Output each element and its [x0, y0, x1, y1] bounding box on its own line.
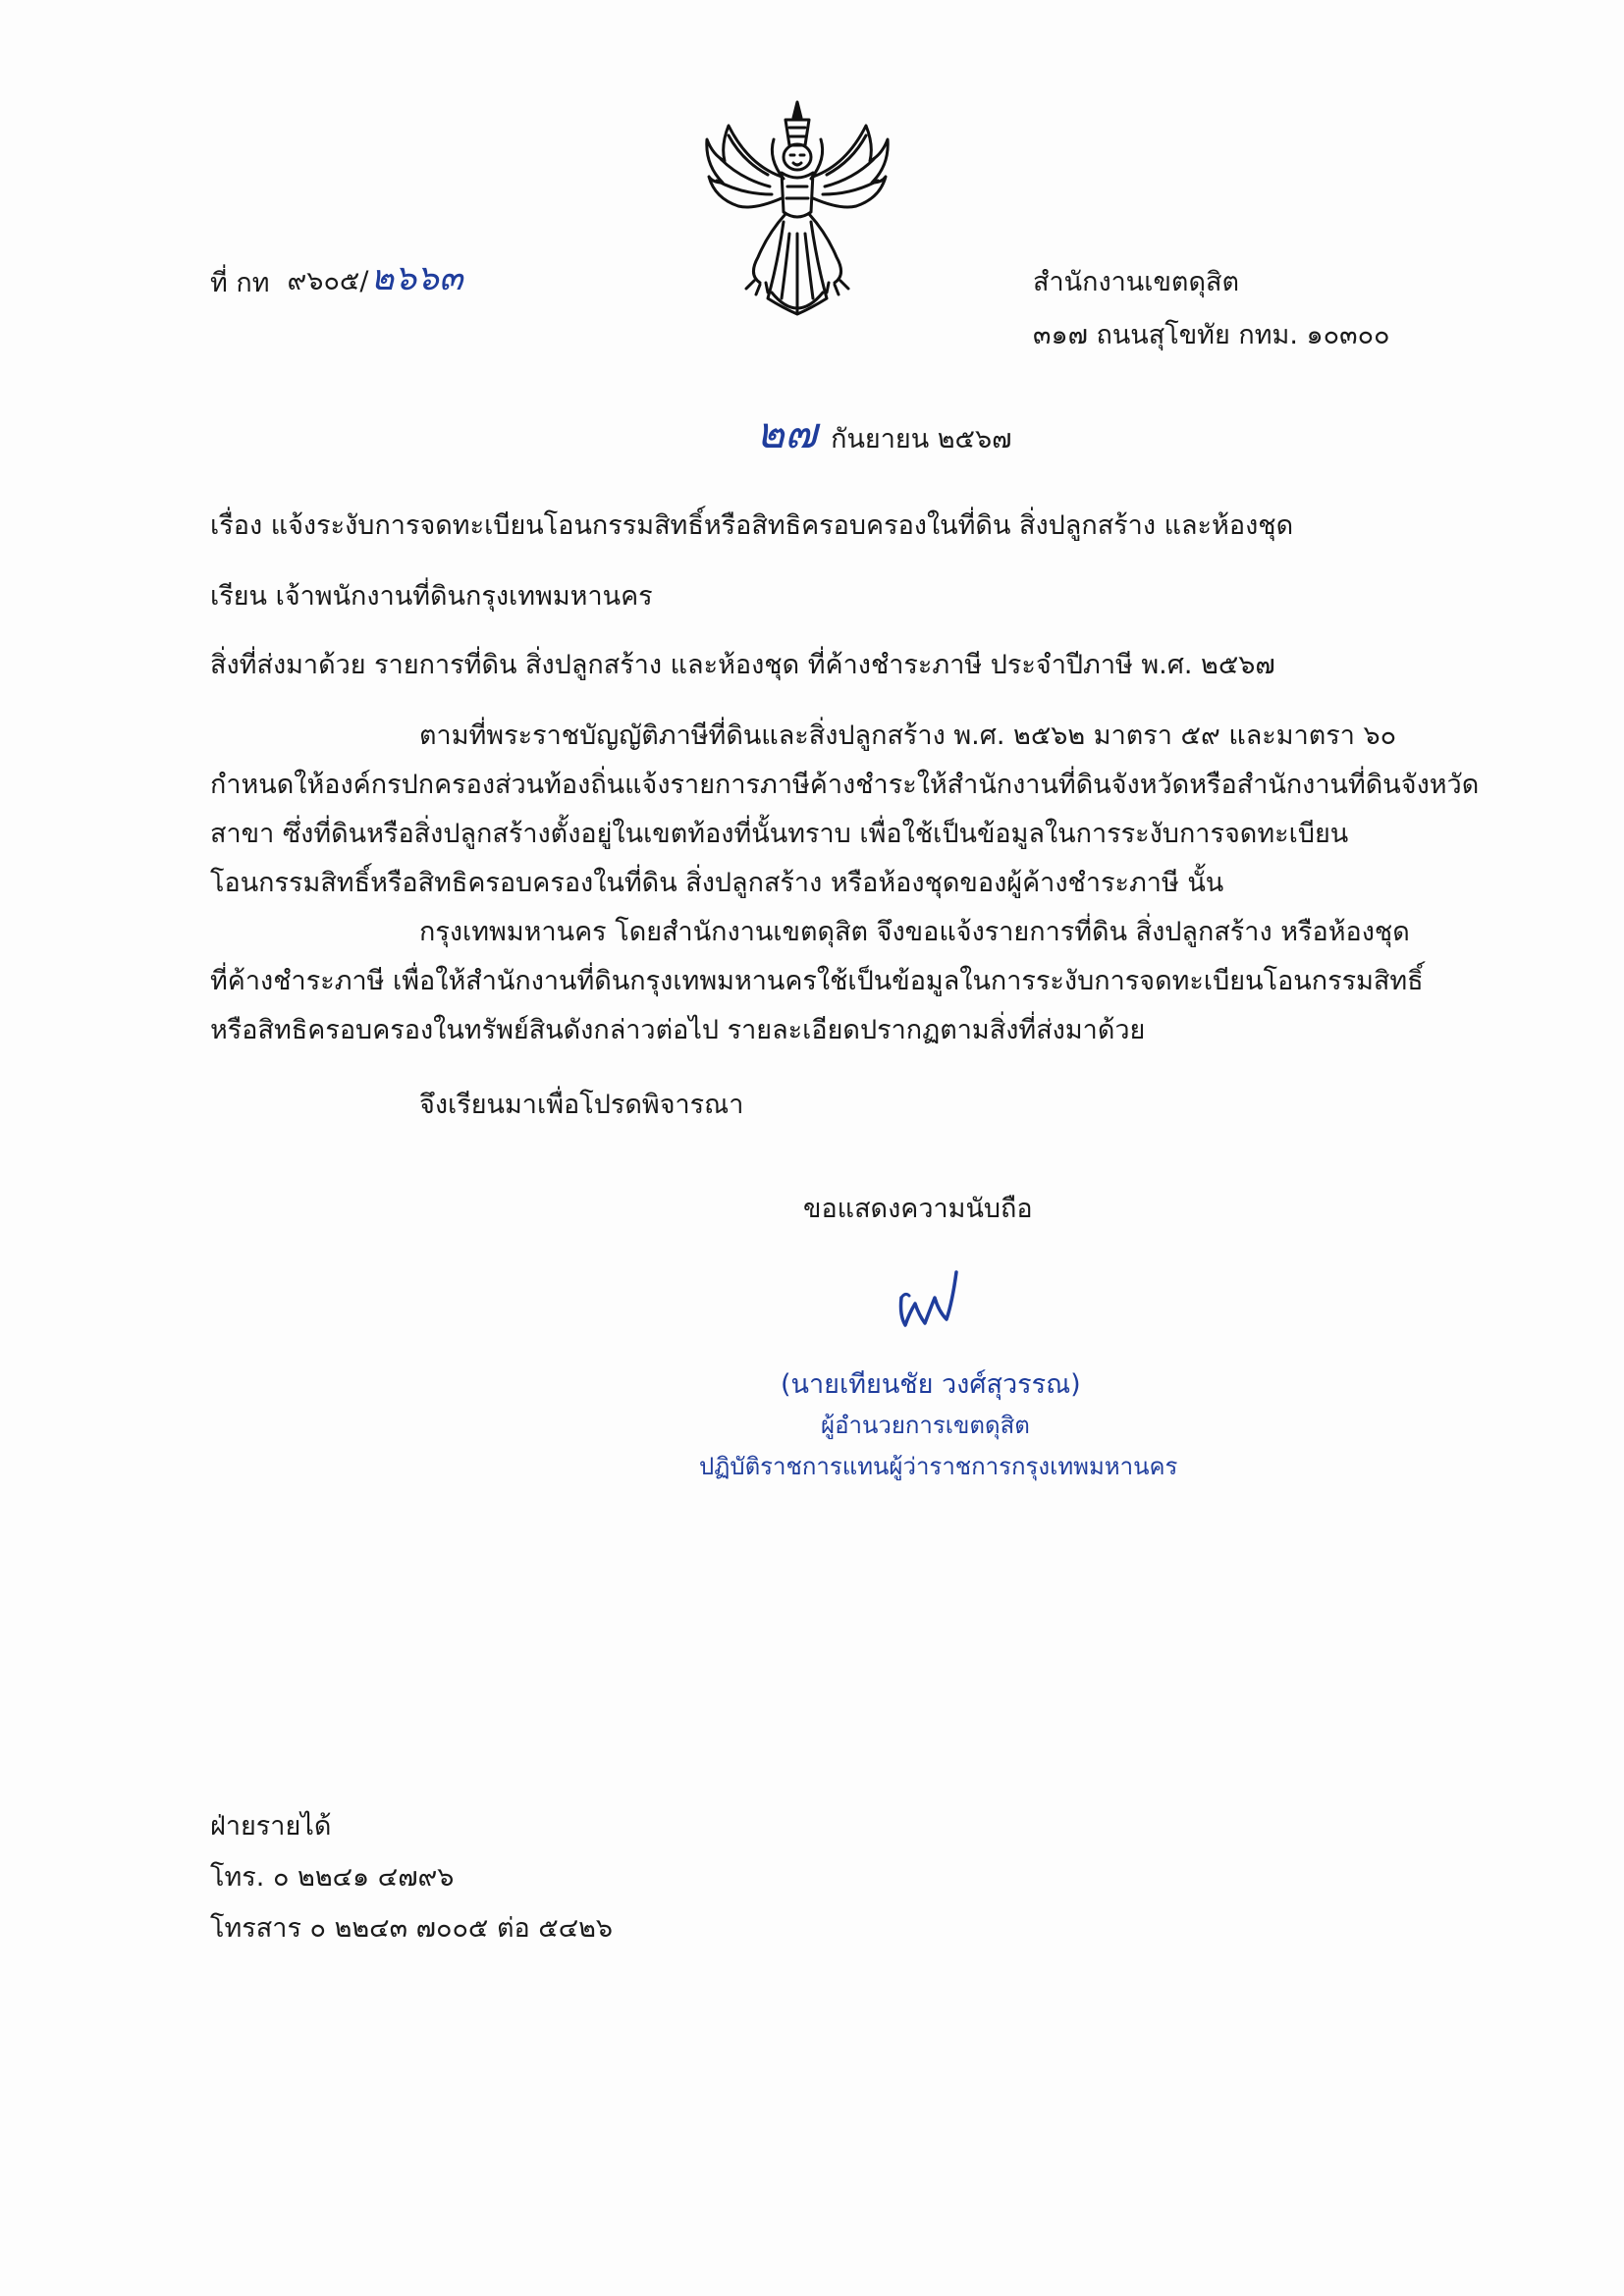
paragraph-line: โอนกรรมสิทธิ์หรือสิทธิครอบครองในที่ดิน สิ่งปลูกสร้าง หรือห้องชุดของผู้ค้างชำระภาษี นั้น: [210, 868, 1224, 898]
reference-number: [210, 257, 463, 299]
paragraph-line: กำหนดให้องค์กรปกครองส่วนท้องถิ่นแจ้งรายการภาษีค้างชำระให้สำนักงานที่ดินจังหวัดหรือสำนักงานที่ดินจังหวัด: [210, 770, 1480, 800]
paragraph-line: สาขา ซึ่งที่ดินหรือสิ่งปลูกสร้างตั้งอยู่ในเขตท้องที่นั้นทราบ เพื่อใช้เป็นข้อมูลในการระงับการจดทะเบียน: [210, 819, 1349, 849]
signer-position: ผู้อำนวยการเขตดุสิต: [821, 1412, 1030, 1439]
paragraph-line: ตามที่พระราชบัญญัติภาษีที่ดินและสิ่งปลูกสร้าง พ.ศ. ๒๕๖๒ มาตรา ๕๙ และมาตรา ๖๐: [419, 721, 1397, 751]
office-name: สำนักงานเขตดุสิต: [1033, 267, 1240, 297]
regards-line: ขอแสดงความนับถือ: [803, 1194, 1033, 1224]
office-address: ๓๑๗ ถนนสุโขทัย กทม. ๑๐๓๐๐: [1033, 320, 1390, 350]
closing-line: จึงเรียนมาเพื่อโปรดพิจารณา: [419, 1090, 744, 1120]
paragraph-line: ที่ค้างชำระภาษี เพื่อให้สำนักงานที่ดินกรุงเทพมหานครใช้เป็นข้อมูลในการระงับการจดทะเบียนโอนกรรมสิทธิ์: [210, 966, 1424, 996]
paragraph-line: กรุงเทพมหานคร โดยสำนักงานเขตดุสิต จึงขอแจ้งรายการที่ดิน สิ่งปลูกสร้าง หรือห้องชุด: [419, 917, 1410, 947]
body-paragraph-1: [210, 712, 1480, 908]
body-paragraph-2: [210, 908, 1469, 1055]
enclosure-line: สิ่งที่ส่งมาด้วย รายการที่ดิน สิ่งปลูกสร้าง และห้องชุด ที่ค้างชำระภาษี ประจำปีภาษี พ.ศ. ๒๕๖๗: [210, 650, 1275, 680]
signer-name: (นายเทียนชัย วงศ์สุวรรณ): [781, 1369, 1081, 1400]
salutation-line: เรียน เจ้าพนักงานที่ดินกรุงเทพมหานคร: [210, 581, 653, 612]
date-day-handwritten: ๒๗: [756, 408, 818, 458]
date-month-year: กันยายน ๒๕๖๗: [831, 423, 1012, 454]
signer-acting-position: ปฏิบัติราชการแทนผู้ว่าราชการกรุงเทพมหานคร: [699, 1453, 1178, 1480]
reference-code: ๙๖๐๕/: [287, 266, 369, 296]
reference-handwritten: ๒๖๖๓: [370, 258, 463, 298]
footer-fax: โทรสาร ๐ ๒๒๔๓ ๗๐๐๕ ต่อ ๕๔๒๖: [210, 1913, 614, 1944]
reference-prefix: ที่ กท: [210, 267, 270, 298]
footer-department: ฝ่ายรายได้: [210, 1811, 332, 1842]
garuda-emblem-icon: [699, 96, 895, 324]
subject-line: เรื่อง แจ้งระงับการจดทะเบียนโอนกรรมสิทธิ์หรือสิทธิครอบครองในที่ดิน สิ่งปลูกสร้าง และห้องชุด: [210, 510, 1294, 541]
document-date: [756, 408, 1012, 458]
footer-telephone: โทร. ๐ ๒๒๔๑ ๔๗๙๖: [210, 1862, 455, 1893]
paragraph-line: หรือสิทธิครอบครองในทรัพย์สินดังกล่าวต่อไป รายละเอียดปรากฏตามสิ่งที่ส่งมาด้วย: [210, 1015, 1146, 1045]
handwritten-signature-icon: [895, 1264, 964, 1331]
